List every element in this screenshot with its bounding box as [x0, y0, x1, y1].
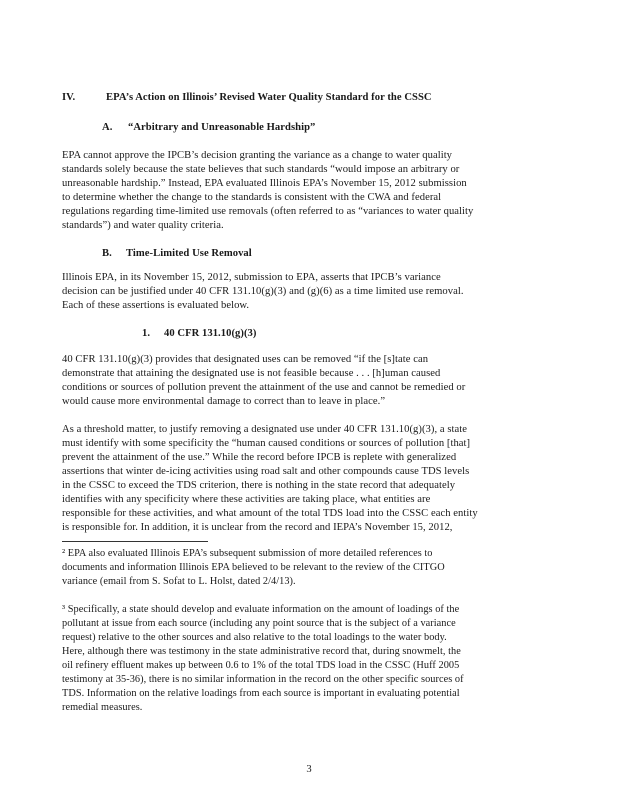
paragraph-line: identifies with any specificity where these activities are taking place, what entities are [62, 494, 431, 505]
subsection-title: Time-Limited Use Removal [126, 248, 252, 259]
paragraph-line: responsible for these activities, and what amount of the total TDS load into the CSSC each entity [62, 508, 478, 519]
footnote-line: testimony at 35-36), there is no similar information in the record on the other specific sources of [62, 674, 464, 685]
footnote-line: pollutant at issue from each source (including any point source that is the subject of a variance [62, 618, 456, 629]
subsection-label: 1. [142, 328, 151, 339]
footnote-line: ² EPA also evaluated Illinois EPA’s subsequent submission of more detailed references to [62, 548, 433, 559]
section-title: EPA’s Action on Illinois’ Revised Water Quality Standard for the CSSC [106, 92, 432, 103]
footnote-line: ³ Specifically, a state should develop and evaluate information on the amount of loadings of the [62, 604, 460, 615]
paragraph-line: in the CSSC to exceed the TDS criterion, there is nothing in the state record that adequately [62, 480, 456, 491]
paragraph-line: demonstrate that attaining the designated use is not feasible because . . . [h]uman caused [62, 368, 441, 379]
paragraph-line: 40 CFR 131.10(g)(3) provides that designated uses can be removed “if the [s]tate can [62, 354, 429, 365]
footnote-separator [62, 541, 208, 542]
paragraph-line: standards solely because the state believes that such standards “would impose an arbitrary or [62, 164, 460, 175]
footnote-line: remedial measures. [62, 702, 143, 713]
paragraph-line: regulations regarding time-limited use removals (often referred to as “variances to water quality [62, 206, 474, 217]
subsection-title: 40 CFR 131.10(g)(3) [164, 328, 257, 339]
paragraph-line: prevent the attainment of the use.” While the record before IPCB is replete with generalized [62, 452, 457, 463]
page-number: 3 [306, 764, 312, 775]
paragraph-line: standards”) and water quality criteria. [62, 220, 224, 231]
subsection-label: B. [102, 248, 112, 259]
subsection-heading-1 [142, 327, 257, 340]
paragraph-line: to determine whether the change to the standards is consistent with the CWA and federal [62, 192, 442, 203]
subsection-heading-a [102, 121, 316, 134]
paragraph-line: decision can be justified under 40 CFR 131.10(g)(3) and (g)(6) as a time limited use removal. [62, 286, 464, 297]
footnote-line: oil refinery effluent makes up between 0.6 to 1% of the total TDS load in the CSSC (Huff 2005 [62, 660, 460, 671]
footnote-line: documents and information Illinois EPA believed to be relevant to the review of the CITGO [62, 562, 445, 573]
footnote-line: Here, although there was testimony in the state administrative record that, during snowmelt, the [62, 646, 461, 657]
subsection-heading-b [102, 247, 252, 260]
paragraph-line: unreasonable hardship.” Instead, EPA evaluated Illinois EPA’s November 15, 2012 submission [62, 178, 467, 189]
paragraph-line: As a threshold matter, to justify removing a designated use under 40 CFR 131.10(g)(3), a state [62, 424, 467, 435]
footnote-line: request) relative to the other sources and also relative to the total loadings to the water body. [62, 632, 447, 643]
paragraph-line: Illinois EPA, in its November 15, 2012, submission to EPA, asserts that IPCB’s variance [62, 272, 441, 283]
paragraph-line: assertions that winter de-icing activities using road salt and other compounds cause TDS levels [62, 466, 470, 477]
paragraph-line: would cause more environmental damage to correct than to leave in place.” [62, 396, 386, 407]
paragraph-line: is responsible for. In addition, it is unclear from the record and IEPA’s November 15, 2012, [62, 522, 453, 533]
subsection-label: A. [102, 122, 113, 133]
paragraph-line: EPA cannot approve the IPCB’s decision granting the variance as a change to water quality [62, 150, 453, 161]
paragraph-line: Each of these assertions is evaluated below. [62, 300, 250, 311]
section-heading [62, 91, 432, 104]
section-number: IV. [62, 92, 76, 103]
subsection-title: “Arbitrary and Unreasonable Hardship” [128, 122, 316, 133]
paragraph-line: conditions or sources of pollution prevent the attainment of the use and cannot be remedied or [62, 382, 466, 393]
footnote-line: TDS. Information on the relative loadings from each source is important in evaluating potential [62, 688, 460, 699]
footnote-line: variance (email from S. Sofat to L. Holst, dated 2/4/13). [62, 576, 296, 587]
paragraph-line: must identify with some specificity the “human caused conditions or sources of pollution [that] [62, 438, 471, 449]
